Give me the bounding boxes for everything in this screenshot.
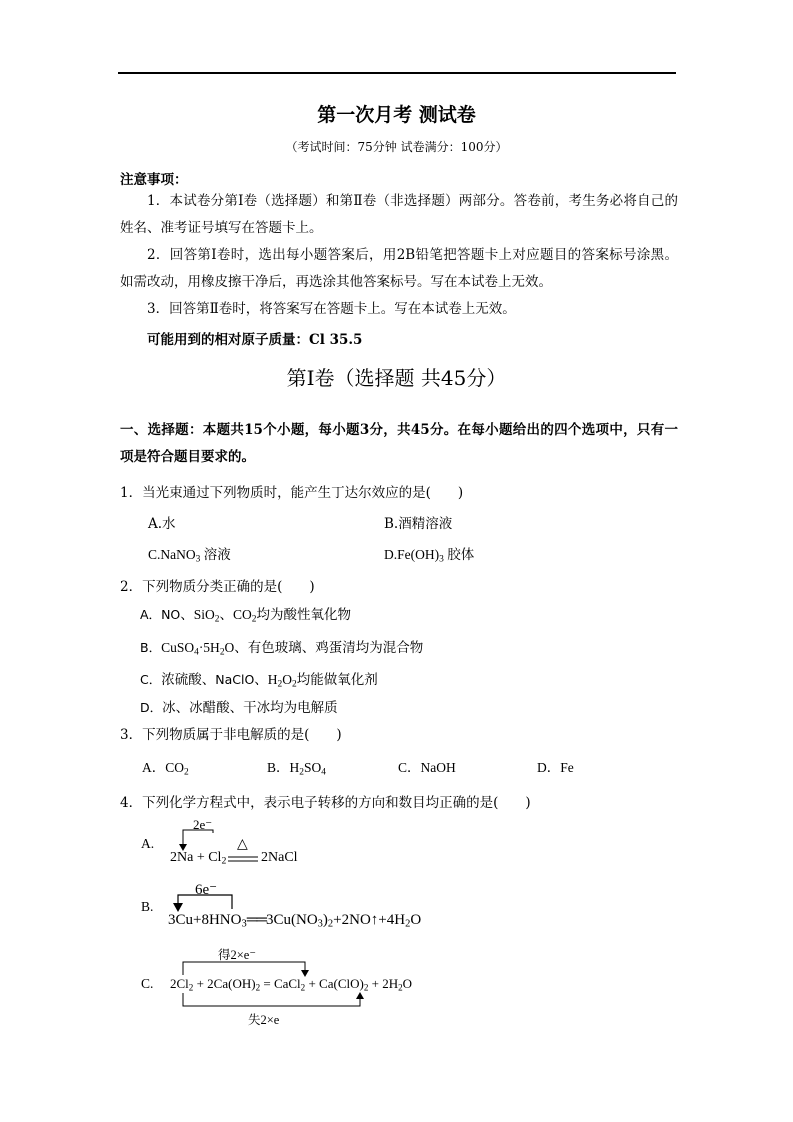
question-3-option-b: B．$H_2SO_4$ (267, 760, 326, 778)
electron-transfer-label-b: 6e⁻ (195, 882, 218, 898)
question-1-option-d: $D.Fe(OH)_3$ 胶体 (384, 547, 475, 565)
question-2-option-a: A．NO、SiO$_2$、$CO_2$均为酸性氧化物 (140, 607, 351, 625)
question-4-option-a-label: A. (141, 836, 155, 851)
question-3-option-a: A．$CO_2$ (142, 760, 189, 778)
exam-info: （考试时间：75分钟 试卷满分：100分） (285, 140, 508, 154)
question-3-option-d: D．Fe (537, 760, 574, 775)
section-instructions: 一、选择题：本题共15个小题，每小题3分，共45分。在每小题给出的四个选项中，只有一项是符合题目要求的。 (120, 422, 678, 465)
equals-sign-a (228, 856, 262, 864)
equation-a-rhs: 2NaCl (261, 850, 298, 865)
question-1-option-a: A.水 (148, 516, 176, 532)
question-2-option-d: D．冰、冰醋酸、干冰均为电解质 (140, 700, 338, 716)
heat-condition-icon: △ (237, 836, 248, 852)
section-title: 第Ⅰ卷（选择题 共45分） (286, 366, 507, 390)
question-1-option-b: B.酒精溶液 (384, 516, 453, 532)
electron-transfer-label-a: 2e⁻ (193, 817, 213, 832)
notice-item-1: 1．本试卷分第Ⅰ卷（选择题）和第Ⅱ卷（非选择题）两部分。答卷前，考生务必将自己的姓名、准考证号填写在答题卡上。 (120, 193, 678, 236)
question-2-stem: 2．下列物质分类正确的是( ) (120, 579, 315, 595)
question-1-stem: 1．当光束通过下列物质时，能产生丁达尔效应的是( ) (120, 485, 464, 501)
atomic-mass-note: 可能用到的相对原子质量：Cl 35.5 (147, 332, 363, 348)
notice-item-3: 3．回答第Ⅱ卷时，将答案写在答题卡上。写在本试卷上无效。 (147, 301, 516, 317)
notice-item-2: 2．回答第Ⅰ卷时，选出每小题答案后，用2B铅笔把答题卡上对应题目的答案标号涂黑。如需改动，用橡皮擦干净后，再选涂其他答案标号。写在本试卷上无效。 (120, 247, 678, 290)
question-4-option-b-label: B. (141, 899, 154, 914)
question-1-option-c: C.NaNO$_3$ 溶液 (148, 547, 231, 565)
notice-heading: 注意事项： (120, 172, 188, 188)
electron-gain-label: 得2×e⁻ (218, 948, 256, 962)
question-2-option-c: C．浓硫酸、NaClO、$H_2O_2$均能做氧化剂 (140, 672, 378, 690)
question-3-stem: 3．下列物质属于非电解质的是( ) (120, 727, 342, 743)
question-4-stem: 4．下列化学方程式中，表示电子转移的方向和数目均正确的是( ) (120, 795, 531, 811)
question-3-option-c: C．NaOH (398, 760, 456, 775)
question-4-option-c-label: C. (141, 976, 154, 991)
header-rule (118, 72, 676, 74)
page-title: 第一次月考 测试卷 (317, 104, 476, 126)
equation-b: $3Cu+8HNO_3══3Cu(NO_3)_2+2NO↑+4H_2O$ (168, 912, 422, 930)
electron-loss-label: 失2×e (248, 1013, 280, 1027)
question-2-option-b: B．$CuSO_4\cdot 5H_2O$、有色玻璃、鸡蛋清均为混合物 (140, 640, 424, 658)
equation-a-lhs: $2Na + Cl_2$ (170, 850, 227, 867)
equation-c: $2Cl_2 + 2Ca(OH)_2$ = CaCl$_2$ + $Ca(ClO)_2 + 2H_2O$ (170, 976, 413, 993)
